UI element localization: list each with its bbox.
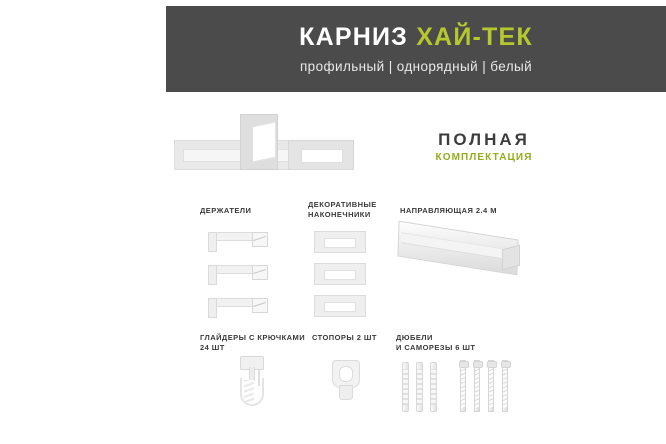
dowel-shape-2: [416, 362, 423, 412]
curtain-hook-tail-shape: [258, 370, 260, 386]
caption-stoppers: СТОПОРЫ 2 ШТ: [312, 333, 377, 342]
caption-gliders-line1: ГЛАЙДЕРЫ С КРЮЧКАМИ: [200, 333, 306, 342]
hero-label-line2: КОМПЛЕКТАЦИЯ: [435, 152, 533, 163]
screw-shape-2: [474, 360, 480, 412]
hero-label: [394, 130, 574, 163]
dowels-and-screws-illustration: [398, 354, 518, 416]
hero-illustration: [166, 100, 666, 180]
finial-slot-shape: [324, 270, 356, 280]
end-cap-slot-shape: [301, 149, 343, 163]
bracket-highlight-shape: [252, 121, 276, 162]
dowel-shape-3: [430, 362, 437, 412]
product-title: [299, 24, 533, 52]
caption-dowels-line1: ДЮБЕЛИ: [396, 333, 433, 342]
hero-label-line1: ПОЛНАЯ: [438, 130, 530, 149]
holder-bracket-3: [208, 298, 270, 316]
caption-dowels-screws: [396, 333, 516, 353]
stopper-hole-shape: [339, 366, 353, 382]
product-title-part1: КАРНИЗ: [299, 23, 417, 52]
stopper-illustration: [330, 360, 360, 400]
guide-rail-illustration: [398, 230, 520, 278]
caption-finials-line1: ДЕКОРАТИВНЫЕ: [308, 200, 377, 209]
holder-wall-plate-shape: [208, 232, 217, 252]
finial-slot-shape: [324, 302, 356, 312]
caption-gliders-line2: 24 ШТ: [200, 343, 225, 353]
product-subtitle: профильный | однорядный | белый: [299, 58, 533, 74]
caption-guide-rail: НАПРАВЛЯЮЩАЯ 2.4 М: [400, 206, 497, 215]
holder-bracket-1: [208, 232, 270, 250]
decorative-finial-3: [314, 295, 366, 317]
glider-with-hook-illustration: [232, 356, 272, 408]
finial-slot-shape: [324, 238, 356, 248]
curtain-hook-texture-shape: [244, 380, 254, 402]
product-title-part2: ХАЙ-ТЕК: [416, 23, 533, 52]
screw-shape-3: [488, 360, 494, 412]
caption-finials-line2: НАКОНЕЧНИКИ: [308, 210, 371, 220]
header-banner: [166, 6, 666, 92]
holder-wall-plate-shape: [208, 265, 217, 285]
holder-wall-plate-shape: [208, 298, 217, 318]
decorative-finial-1: [314, 231, 366, 253]
stopper-foot-shape: [339, 385, 353, 400]
decorative-finial-2: [314, 263, 366, 285]
dowel-shape-1: [402, 362, 409, 412]
end-cap-shape: [288, 140, 354, 170]
caption-holders: ДЕРЖАТЕЛИ: [200, 206, 252, 215]
screw-shape-4: [502, 360, 508, 412]
caption-gliders: [200, 333, 312, 353]
caption-dowels-line2: И САМОРЕЗЫ 6 ШТ: [396, 343, 476, 353]
screw-shape-1: [460, 360, 466, 412]
holder-bracket-2: [208, 265, 270, 283]
guide-rail-end-shape: [502, 245, 520, 270]
